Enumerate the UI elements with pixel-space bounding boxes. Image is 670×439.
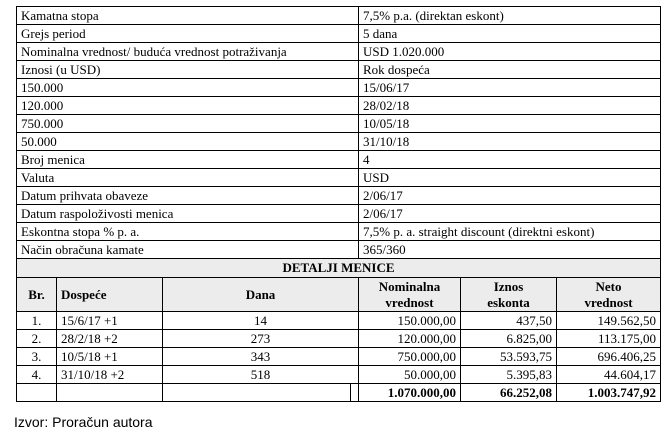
table-row	[17, 330, 661, 348]
header-iznos-line1: Iznos	[493, 278, 524, 294]
cell-dospece: 28/2/18 +2	[57, 330, 163, 348]
header-nominalna	[359, 278, 461, 312]
header-neto-line2: vrednost	[584, 294, 633, 310]
info-section	[17, 7, 661, 259]
info-value: Rok dospeća	[359, 61, 661, 79]
cell-nominalna: 50.000,00	[359, 366, 461, 384]
cell-br: 4.	[17, 366, 57, 384]
cell-iznos: 437,50	[461, 312, 557, 330]
header-neto	[557, 278, 661, 312]
info-label: Datum raspoloživosti menica	[17, 205, 359, 223]
cell-dana: 14	[163, 312, 359, 330]
info-row	[17, 43, 661, 61]
details-rows	[17, 312, 661, 384]
header-iznos	[461, 278, 557, 312]
cell-nominalna: 150.000,00	[359, 312, 461, 330]
info-label: 750.000	[17, 115, 359, 133]
info-label: Broj menica	[17, 151, 359, 169]
totals-empty-br	[17, 384, 57, 402]
cell-neto: 113.175,00	[557, 330, 661, 348]
info-label: 150.000	[17, 79, 359, 97]
info-label: Grejs period	[17, 25, 359, 43]
info-row	[17, 205, 661, 223]
cell-dospece: 31/10/18 +2	[57, 366, 163, 384]
cell-nominalna: 120.000,00	[359, 330, 461, 348]
info-value: USD 1.020.000	[359, 43, 661, 61]
info-label: Način obračuna kamate	[17, 241, 359, 259]
table-row	[17, 366, 661, 384]
header-iznos-line2: eskonta	[487, 294, 530, 310]
cell-iznos: 53.593,75	[461, 348, 557, 366]
details-header-row	[17, 278, 661, 312]
info-label: 120.000	[17, 97, 359, 115]
info-label: Iznosi (u USD)	[17, 61, 359, 79]
info-label: Datum prihvata obaveze	[17, 187, 359, 205]
totals-section	[17, 384, 661, 402]
info-value: 5 dana	[359, 25, 661, 43]
info-value: 7,5% p.a. (direktan eskont)	[359, 7, 661, 25]
totals-empty-gap	[351, 384, 359, 402]
info-value: 7,5% p. a. straight discount (direktni eskont)	[359, 223, 661, 241]
details-title: DETALJI MENICE	[17, 259, 661, 278]
table-row	[17, 312, 661, 330]
cell-br: 2.	[17, 330, 57, 348]
info-value: 10/05/18	[359, 115, 661, 133]
details-section	[17, 259, 661, 312]
info-row	[17, 61, 661, 79]
source-note: Izvor: Proračun autora	[14, 414, 153, 430]
header-br: Br.	[17, 278, 57, 312]
info-row	[17, 7, 661, 25]
cell-dana: 273	[163, 330, 359, 348]
cell-neto: 149.562,50	[557, 312, 661, 330]
info-row	[17, 241, 661, 259]
totals-row	[17, 384, 661, 402]
info-row	[17, 223, 661, 241]
info-label: Eskontna stopa % p. a.	[17, 223, 359, 241]
cell-dospece: 10/5/18 +1	[57, 348, 163, 366]
total-nominalna: 1.070.000,00	[359, 384, 461, 402]
info-value: 15/06/17	[359, 79, 661, 97]
header-dana: Dana	[163, 278, 359, 312]
info-label: Nominalna vrednost/ buduća vrednost potraživanja	[17, 43, 359, 61]
cell-iznos: 6.825,00	[461, 330, 557, 348]
header-nominalna-line1: Nominalna	[378, 278, 441, 294]
cell-br: 3.	[17, 348, 57, 366]
total-neto: 1.003.747,92	[557, 384, 661, 402]
cell-dospece: 15/6/17 +1	[57, 312, 163, 330]
info-value: 2/06/17	[359, 205, 661, 223]
info-row	[17, 25, 661, 43]
totals-empty-dana	[163, 384, 351, 402]
header-dospece: Dospeće	[57, 278, 163, 312]
info-value: USD	[359, 169, 661, 187]
info-row	[17, 97, 661, 115]
info-row	[17, 187, 661, 205]
cell-br: 1.	[17, 312, 57, 330]
discount-table	[16, 6, 661, 402]
cell-dana: 518	[163, 366, 359, 384]
info-value: 4	[359, 151, 661, 169]
info-value: 365/360	[359, 241, 661, 259]
cell-dana: 343	[163, 348, 359, 366]
table-row	[17, 348, 661, 366]
info-label: Valuta	[17, 169, 359, 187]
info-row	[17, 151, 661, 169]
info-value: 28/02/18	[359, 97, 661, 115]
totals-empty-dospece	[57, 384, 163, 402]
cell-neto: 44.604,17	[557, 366, 661, 384]
info-row	[17, 79, 661, 97]
info-row	[17, 133, 661, 151]
header-nominalna-line2: vrednost	[385, 294, 434, 310]
cell-neto: 696.406,25	[557, 348, 661, 366]
info-value: 31/10/18	[359, 133, 661, 151]
cell-iznos: 5.395,83	[461, 366, 557, 384]
header-neto-line1: Neto	[595, 278, 622, 294]
details-title-row	[17, 259, 661, 278]
info-row	[17, 169, 661, 187]
cell-nominalna: 750.000,00	[359, 348, 461, 366]
info-row	[17, 115, 661, 133]
info-label: 50.000	[17, 133, 359, 151]
info-label: Kamatna stopa	[17, 7, 359, 25]
info-value: 2/06/17	[359, 187, 661, 205]
total-iznos: 66.252,08	[461, 384, 557, 402]
